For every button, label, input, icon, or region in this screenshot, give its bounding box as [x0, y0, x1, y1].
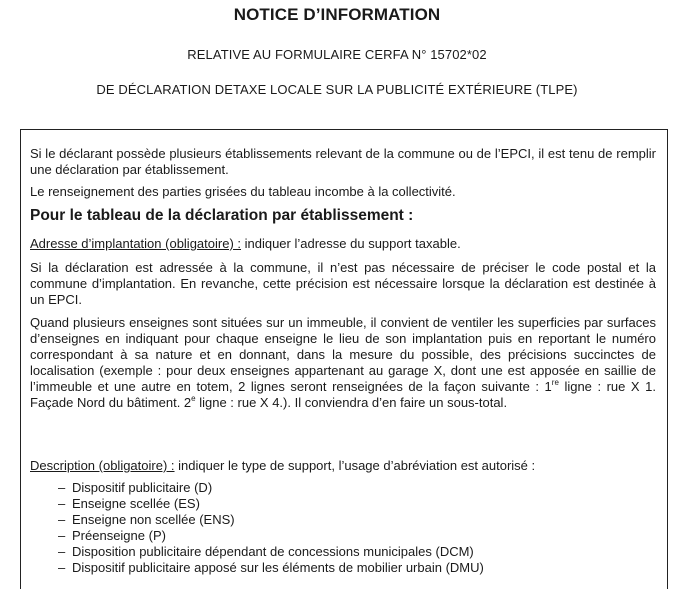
- superscript-e: e: [191, 394, 196, 403]
- superscript-re: re: [551, 378, 559, 387]
- description-label: Description (obligatoire) :: [30, 458, 175, 473]
- document-subtitle-tlpe: DE DÉCLARATION DETAXE LOCALE SUR LA PUBLICITÉ EXTÉRIEURE (TLPE): [96, 82, 578, 97]
- address-text: indiquer l’adresse du support taxable.: [241, 236, 461, 251]
- dash-bullet: –: [58, 480, 66, 495]
- dash-bullet: –: [58, 560, 66, 575]
- dash-bullet: –: [58, 496, 66, 511]
- list-item: – Enseigne non scellée (ENS): [58, 512, 235, 527]
- dash-bullet: –: [58, 544, 66, 559]
- section-heading: Pour le tableau de la déclaration par établissement :: [30, 207, 414, 224]
- paragraph-grey-parts: Le renseignement des parties grisées du tableau incombe à la collectivité.: [30, 184, 456, 199]
- paragraph-address: [30, 236, 656, 252]
- paragraph-description: [30, 458, 656, 474]
- description-text: indiquer le type de support, l’usage d’abréviation est autorisé :: [174, 458, 536, 473]
- dash-bullet: –: [58, 528, 66, 543]
- list-item: – Dispositif publicitaire (D): [58, 480, 213, 495]
- list-item: – Dispositif publicitaire apposé sur les éléments de mobilier urbain (DMU): [58, 560, 484, 575]
- paragraph-multiple-establishments: Si le déclarant possède plusieurs établissements relevant de la commune ou de l’EPCI, il est tenu de remplir une déclaration par établissement.: [30, 146, 656, 177]
- paragraph-postal-code: Si la déclaration est adressée à la commune, il n’est pas nécessaire de préciser le code postal et la commune d’implantation. En revanche, cette précision est nécessaire lorsque la déclaration est destinée à un EPCI.: [30, 260, 656, 307]
- list-item: – Préenseigne (P): [58, 528, 166, 543]
- paragraph-multiple-signs: [30, 315, 656, 411]
- signs-text-part3: ligne : rue X 4.). Il conviendra d’en faire un sous-total.: [195, 395, 508, 410]
- address-label: Adresse d’implantation (obligatoire) :: [30, 236, 241, 251]
- list-item: – Disposition publicitaire dépendant de concessions municipales (DCM): [58, 544, 474, 559]
- document-subtitle-cerfa: RELATIVE AU FORMULAIRE CERFA N° 15702*02: [187, 47, 487, 62]
- dash-bullet: –: [58, 512, 66, 527]
- support-type-list: [58, 480, 484, 576]
- document-title: NOTICE D’INFORMATION: [233, 5, 441, 24]
- signs-text-part1: Quand plusieurs enseignes sont situées sur un immeuble, il convient de ventiler les superficies par surfaces d’enseignes en indiquant pour chaque enseigne le lieu de son implantation puis en reportant le numéro correspondant à sa nature et en donnant, dans la mesure du possible, des précisions succinctes de localisation (exemple : pour deux enseignes appartenant au garage X, dont une est apposée en saillie de l’immeuble et une autre en totem, 2 lignes seront renseignées de la façon suivante : 1: [30, 315, 656, 394]
- list-item: – Enseigne scellée (ES): [58, 496, 200, 511]
- signs-text-part2: ligne : rue X 1. Façade Nord du bâtiment. 2: [30, 379, 656, 410]
